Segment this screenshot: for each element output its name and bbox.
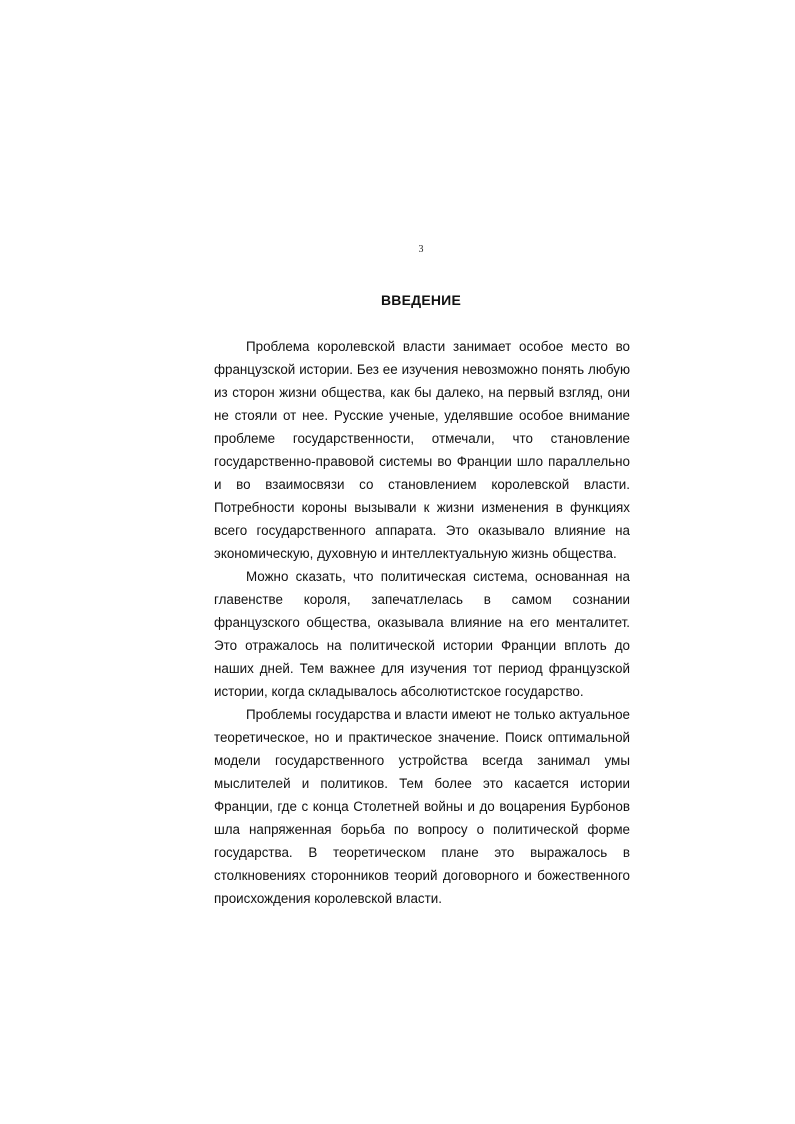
paragraph: Проблема королевской власти занимает особое место во французской истории. Без ее изучения невозможно понять любую из сторон жизни общества, как бы далеко, на первый взгляд, они не стояли от нее. Русские ученые, уделявшие особое внимание проблеме государственности, отмечали, что становление государственно-правовой системы во Франции шло параллельно и во взаимосвязи со становлением королевской власти. Потребности короны вызывали к жизни изменения в функциях всего государственного аппарата. Это оказывало влияние на экономическую, духовную и интеллектуальную жизнь общества. [214,339,630,561]
page-number: 3 [418,244,424,255]
page-title: ВВЕДЕНИЕ [381,292,461,308]
paragraph: Проблемы государства и власти имеют не только актуальное теоретическое, но и практическое значение. Поиск оптимальной модели государственного устройства всегда занимал умы мыслителей и политиков. Тем более это касается истории Франции, где с конца Столетней войны и до воцарения Бурбонов шла напряженная борьба по вопросу о политической форме государства. В теоретическом плане это выражалось в столкновениях сторонников теорий договорного и божественного происхождения королевской власти. [214,707,630,906]
paragraph: Можно сказать, что политическая система, основанная на главенстве короля, запечатлелась в самом сознании французского общества, оказывала влияние на его менталитет. Это отражалось на политической истории Франции вплоть до наших дней. Тем важнее для изучения тот период французской истории, когда складывалось абсолютистское государство. [214,569,630,699]
body-text [214,335,630,910]
